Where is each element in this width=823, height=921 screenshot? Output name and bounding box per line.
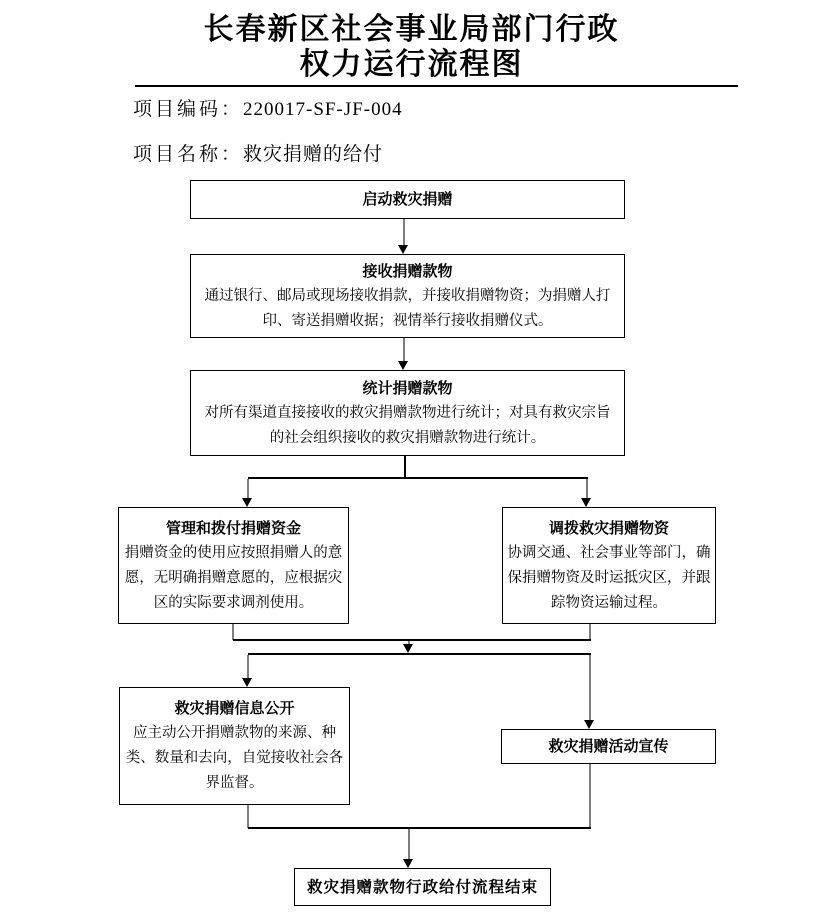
connector-merge-horizontal [233, 639, 591, 641]
connector-branch-to-manage-shaft [247, 479, 249, 498]
flow-node-start [190, 180, 625, 219]
arrowhead-down-icon [584, 720, 594, 729]
flow-node-receive-donations [190, 254, 625, 338]
flow-node-publicity-title: 救灾捐赠活动宣传 [548, 738, 669, 755]
flow-node-activity-publicity [501, 729, 716, 764]
flow-node-manage-funds [118, 507, 349, 624]
flow-node-count-body: 对所有渠道直接接收的救灾捐赠款物进行统计；对具有救灾宗旨的社会组织接收的救灾捐赠款物进行统计。 [204, 404, 611, 446]
connector-count-branch-stub [404, 456, 406, 477]
flow-node-count-title: 统计捐赠款物 [362, 379, 453, 397]
flow-node-info-disclosure [119, 687, 350, 805]
document-title-line-2: 权力运行流程图 [299, 48, 524, 81]
flow-node-disclose-title: 救灾捐赠信息公开 [174, 700, 295, 717]
flow-node-count-donations [190, 370, 625, 456]
flow-node-start-title: 启动救灾捐赠 [362, 191, 453, 208]
connector-start-to-receive-shaft [403, 219, 405, 245]
arrowhead-down-icon [398, 245, 408, 254]
connector-receive-to-count-shaft [403, 338, 405, 361]
flow-node-end-title: 救灾捐赠款物行政给付流程结束 [306, 878, 538, 896]
flow-node-allocate-materials [502, 507, 716, 624]
connector-branch-top-horizontal [248, 477, 588, 479]
arrowhead-down-icon [581, 498, 591, 507]
project-name-line [133, 139, 383, 166]
flow-node-receive-title: 接收捐赠款物 [362, 262, 453, 280]
flow-node-manage-title: 管理和拨付捐赠资金 [165, 519, 301, 537]
flow-node-disclose-body: 应主动公开捐赠款物的来源、种类、数量和去向，自觉接收社会各界监督。 [125, 725, 344, 791]
connector-split-to-disclose-shaft [247, 655, 249, 678]
flow-node-receive-body: 通过银行、邮局或现场接收捐款，并接收捐赠物资；为捐赠人打印、寄送捐赠收据；视情举行接收捐赠仪式。 [204, 287, 611, 329]
connector-publicity-bottom-stub [589, 764, 591, 828]
arrowhead-down-icon [242, 498, 252, 507]
project-code-line [133, 94, 403, 121]
flow-node-allocate-title: 调拨救灾捐赠物资 [548, 519, 669, 537]
arrowhead-down-icon [398, 361, 408, 370]
project-name-label: 项目名称： [133, 144, 244, 165]
arrowhead-down-icon [403, 859, 413, 868]
connector-split-to-publicity-shaft [589, 655, 591, 720]
project-name-value: 救灾捐赠的给付 [243, 144, 384, 165]
connector-branch-to-allocate-shaft [586, 479, 588, 498]
connector-merge-to-end-shaft [408, 829, 410, 859]
project-code-label: 项目编码： [133, 99, 244, 120]
arrowhead-down-icon [242, 678, 252, 687]
document-title [0, 12, 823, 82]
project-code-value: 220017-SF-JF-004 [243, 99, 403, 120]
connector-final-merge-horizontal [248, 827, 591, 829]
flow-node-process-end [294, 868, 551, 906]
document-title-line-1: 长春新区社会事业局部门行政 [203, 13, 620, 46]
connector-allocate-bottom-stub [589, 624, 591, 640]
flow-node-manage-body: 捐赠资金的使用应按照捐赠人的意愿，无明确捐赠意愿的，应根据灾区的实际要求调剂使用。 [124, 544, 343, 611]
flow-node-allocate-body: 协调交通、社会事业等部门，确保捐赠物资及时运抵灾区，并跟踪物资运输过程。 [507, 544, 711, 611]
connector-disclose-bottom-stub [247, 805, 249, 828]
connector-manage-bottom-stub [232, 624, 234, 640]
title-underline-rule [135, 85, 738, 87]
connector-split-horizontal [248, 653, 591, 655]
arrowhead-down-icon [403, 644, 413, 653]
